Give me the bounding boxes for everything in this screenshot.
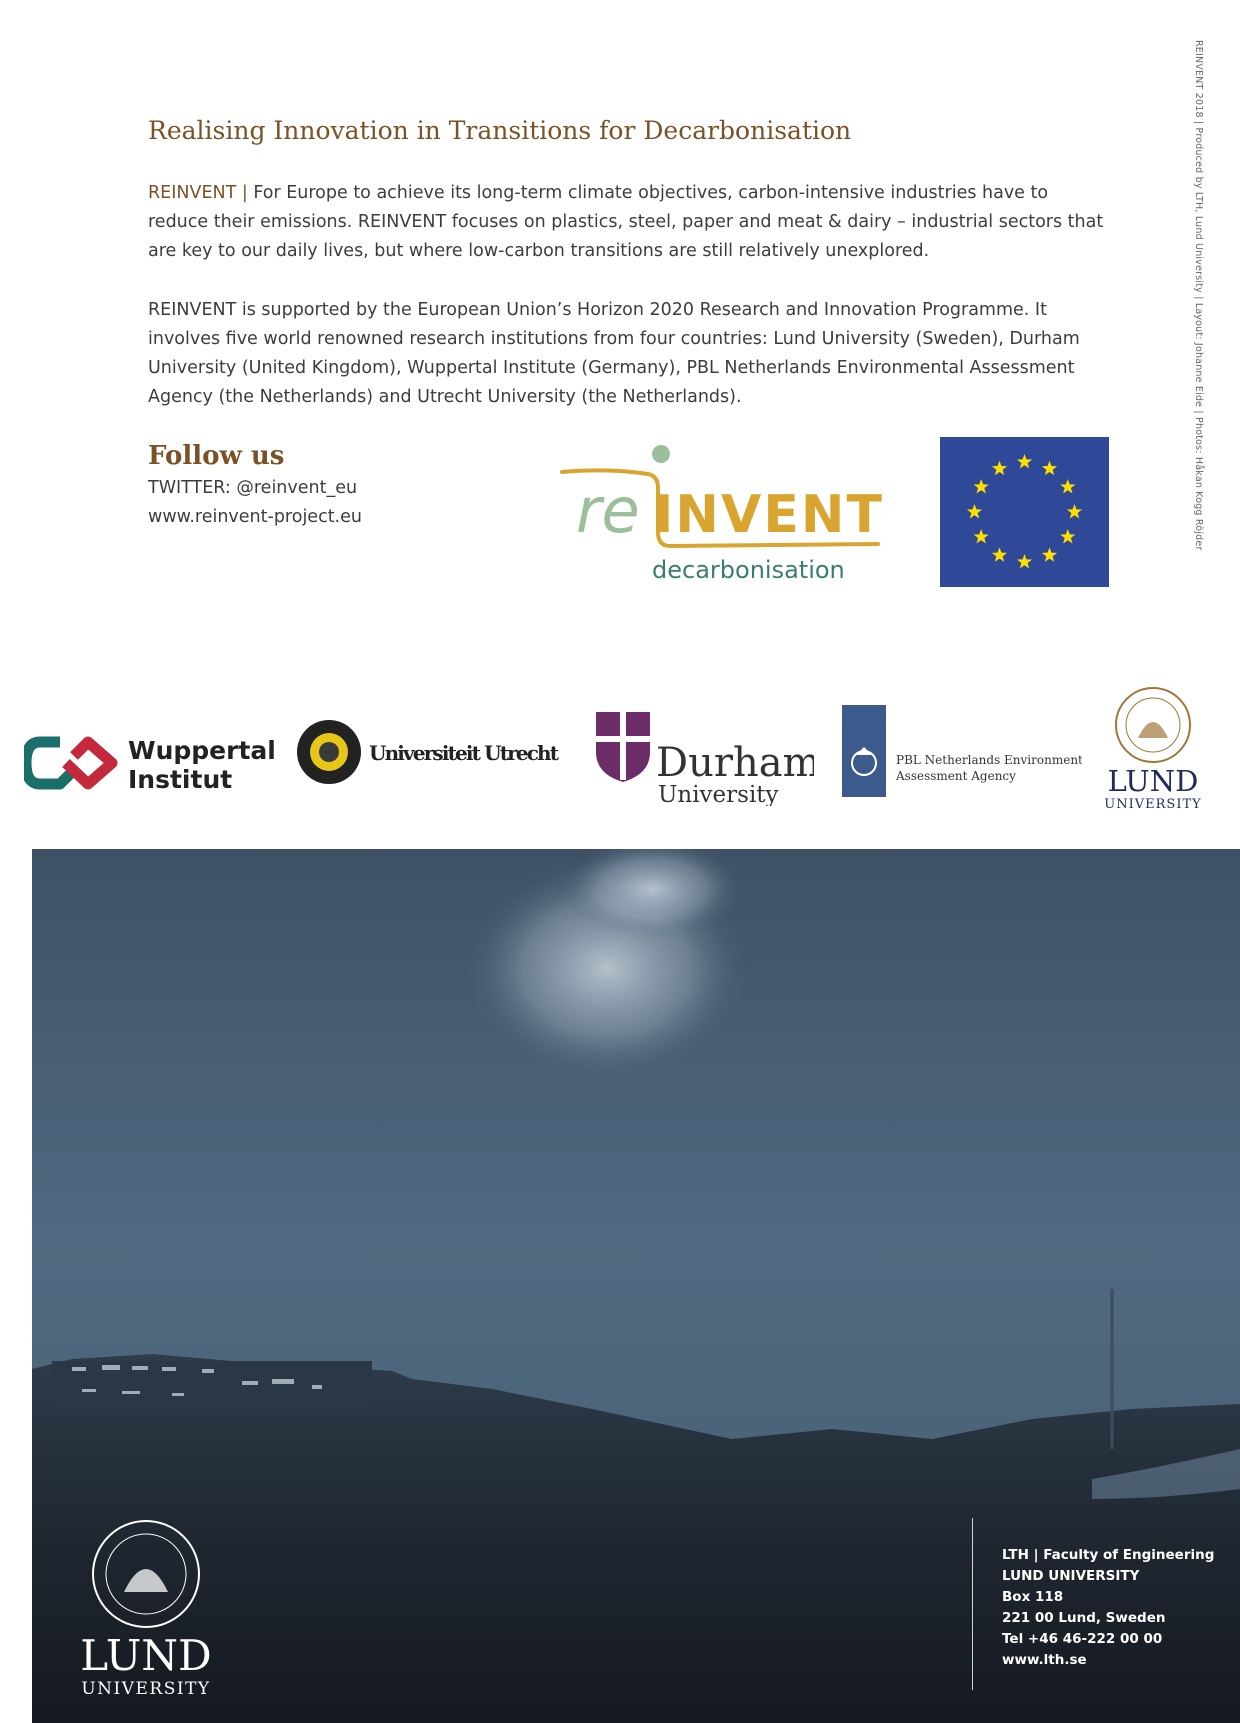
contact-website[interactable]: www.lth.se xyxy=(1002,1652,1087,1668)
logo-tagline: decarbonisation xyxy=(652,556,845,584)
contact-city: 221 00 Lund, Sweden xyxy=(1002,1610,1166,1626)
pbl-logo xyxy=(842,705,1082,797)
wuppertal-logo xyxy=(24,732,284,794)
eu-star-icon xyxy=(992,547,1007,561)
logo-invent-text: INVENT xyxy=(654,485,882,545)
footer-lund-university-text: UNIVERSITY xyxy=(81,1679,211,1699)
eu-star-icon xyxy=(974,479,989,493)
footer-contact xyxy=(1002,1545,1214,1671)
utrecht-logo xyxy=(297,718,562,788)
eu-star-icon xyxy=(1017,554,1032,568)
intro-paragraph xyxy=(148,179,1110,266)
wuppertal-name-line1: Wuppertal xyxy=(128,736,276,765)
intro-lead: REINVENT | xyxy=(148,183,254,203)
logo-dot-icon xyxy=(652,445,670,463)
durham-name: Durham xyxy=(656,740,814,786)
intro-text: For Europe to achieve its long-term climate objectives, carbon-intensive industries have to reduce their emissions. REINVENT focuses on plastics, steel, paper and meat & dairy – industrial sectors that are key to our daily lives, but where low-carbon transitions are still relatively unexplored. xyxy=(148,183,1104,261)
eu-star-icon xyxy=(1017,454,1032,468)
twitter-handle[interactable]: TWITTER: @reinvent_eu xyxy=(148,478,358,498)
durham-university: University xyxy=(658,782,779,806)
eu-star-icon xyxy=(1067,504,1082,518)
pbl-name-line1: PBL Netherlands Environmental xyxy=(896,753,1082,767)
reinvent-logo xyxy=(558,440,914,590)
eu-star-icon xyxy=(967,504,982,518)
eu-star-icon xyxy=(992,461,1007,475)
footer-lund-logo xyxy=(78,1520,214,1700)
utrecht-name: Universiteit Utrecht xyxy=(369,741,559,765)
follow-title: Follow us xyxy=(148,441,285,471)
eu-star-icon xyxy=(1042,547,1057,561)
footer-divider xyxy=(972,1518,973,1690)
website-link[interactable]: www.reinvent-project.eu xyxy=(148,507,362,527)
support-paragraph: REINVENT is supported by the European Union’s Horizon 2020 Research and Innovation Programme. It involves five world renowned research institutions from four countries: Lund University (Sweden), Durham University (United Kingdom), Wuppertal Institute (Germany), PBL Netherlands Environmental Assessment Agency (the Netherlands) and Utrecht University (the Netherlands). xyxy=(148,300,1080,407)
contact-box: Box 118 xyxy=(1002,1589,1064,1605)
eu-star-icon xyxy=(974,529,989,543)
contact-faculty: LTH | Faculty of Engineering xyxy=(1002,1547,1215,1563)
lund-wordmark: LUND xyxy=(1107,764,1199,798)
page-title: Realising Innovation in Transitions for Decarbonisation xyxy=(148,116,852,145)
eu-star-icon xyxy=(1060,529,1075,543)
eu-star-icon xyxy=(1042,461,1057,475)
eu-flag xyxy=(940,437,1109,587)
durham-logo xyxy=(594,710,814,806)
lund-university-text: UNIVERSITY xyxy=(1104,797,1202,811)
contact-university: LUND UNIVERSITY xyxy=(1002,1568,1140,1584)
wuppertal-name-line2: Institut xyxy=(128,765,233,794)
side-credit: REINVENT 2018 | Produced by LTH, Lund University | Layout: Johanne Eide | Photos: Håkan Kogg Röjder xyxy=(1193,40,1204,551)
eu-star-icon xyxy=(1060,479,1075,493)
pbl-name-line2: Assessment Agency xyxy=(896,769,1016,783)
eu-stars-icon xyxy=(940,437,1109,587)
footer-lund-wordmark: LUND xyxy=(80,1631,212,1680)
lund-university-logo xyxy=(1104,686,1202,811)
logo-re-text: re xyxy=(576,474,640,547)
contact-phone: Tel +46 46-222 00 00 xyxy=(1002,1631,1163,1647)
